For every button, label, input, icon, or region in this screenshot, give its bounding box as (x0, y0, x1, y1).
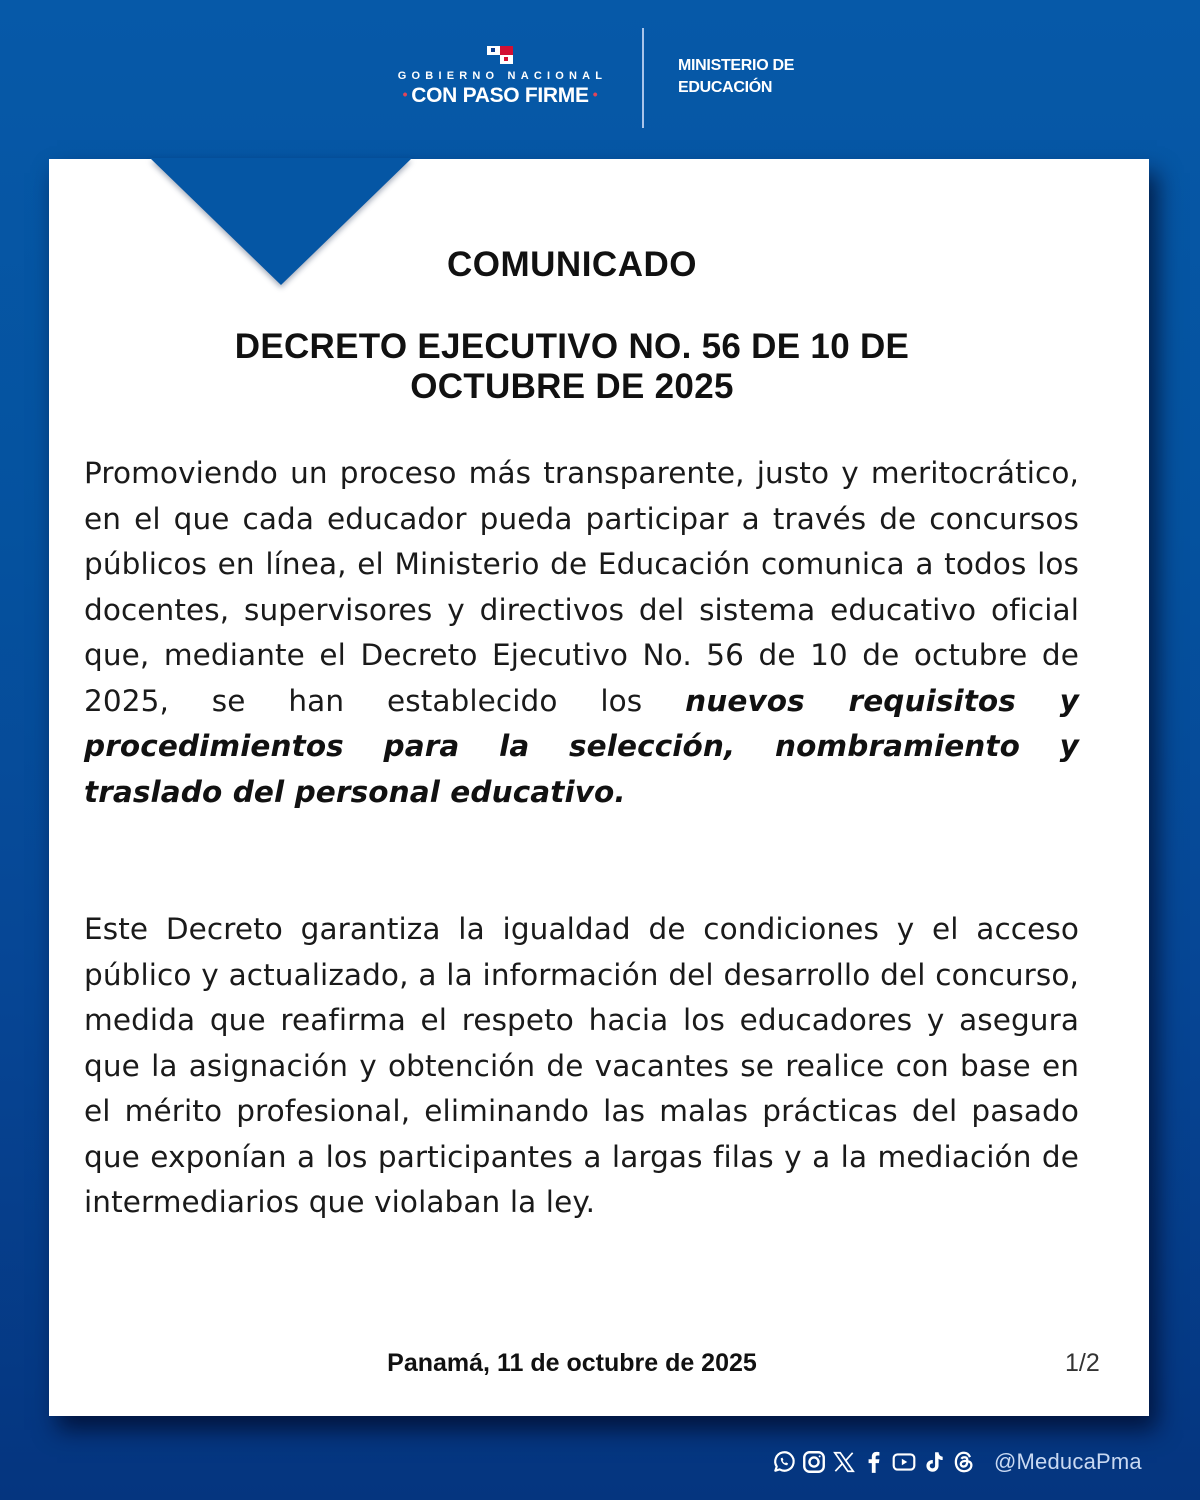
paragraph-2: Este Decreto garantiza la igualdad de condiciones y el acceso público y actualizado, a la información del desarrollo del concurso, medida que reafirma el respeto hacia los educadores y asegura que la asignación y obtención de vacantes se realice con base en el mérito profesional, eliminando las malas prácticas del pasado que exponían a los participantes a largas filas y a la mediación de intermediarios que violaban la ley. (84, 912, 1079, 1219)
social-handle[interactable]: @MeducaPma (994, 1449, 1142, 1474)
decree-title-line1: DECRETO EJECUTIVO NO. 56 DE 10 DE (234, 327, 910, 366)
header (0, 0, 1200, 140)
dot-icon: • (592, 86, 598, 102)
x-icon[interactable] (830, 1448, 858, 1476)
gov-line2 (385, 84, 615, 108)
date-line: Panamá, 11 de octubre de 2025 (387, 1349, 757, 1377)
ministry-line2: EDUCACIÓN (678, 79, 773, 96)
tiktok-icon[interactable] (920, 1448, 948, 1476)
instagram-icon[interactable] (800, 1448, 828, 1476)
header-divider (642, 28, 644, 128)
heading-comunicado: COMUNICADO (447, 245, 697, 284)
decree-title-line2: OCTUBRE DE 2025 (410, 367, 734, 406)
whatsapp-icon[interactable] (770, 1448, 798, 1476)
gov-line1: GOBIERNO NACIONAL (397, 70, 608, 82)
panama-flag-icon (487, 46, 513, 64)
dot-icon: • (402, 86, 408, 102)
ministry-line1: MINISTERIO DE (678, 57, 795, 74)
threads-icon[interactable] (950, 1448, 978, 1476)
paragraph-1-text: Promoviendo un proceso más transparente, justo y meritocrático, en el que cada educador pueda participar a través de concursos públicos en línea, el Ministerio de Educación comunica a todos los docentes, supervisores y directivos del sistema educativo oficial que, mediante el Decreto Ejecutivo No. 56 de 10 de octubre de 2025, se han establecido los (84, 456, 1079, 718)
page-indicator: 1/2 (1065, 1349, 1100, 1377)
decree-title (49, 327, 1095, 407)
ministry-logo (678, 55, 794, 99)
paragraph-1 (84, 451, 1079, 815)
youtube-icon[interactable] (890, 1448, 918, 1476)
social-links (770, 1446, 1142, 1478)
gov-slogan: CON PASO FIRME (411, 84, 589, 107)
communique-card (49, 159, 1149, 1416)
paragraph-1-emphasis: nuevos requisitos y procedimientos para la selección, nombramiento y traslado del personal educativo. (84, 683, 1080, 809)
facebook-icon[interactable] (860, 1448, 888, 1476)
gobierno-nacional-logo (385, 46, 615, 108)
